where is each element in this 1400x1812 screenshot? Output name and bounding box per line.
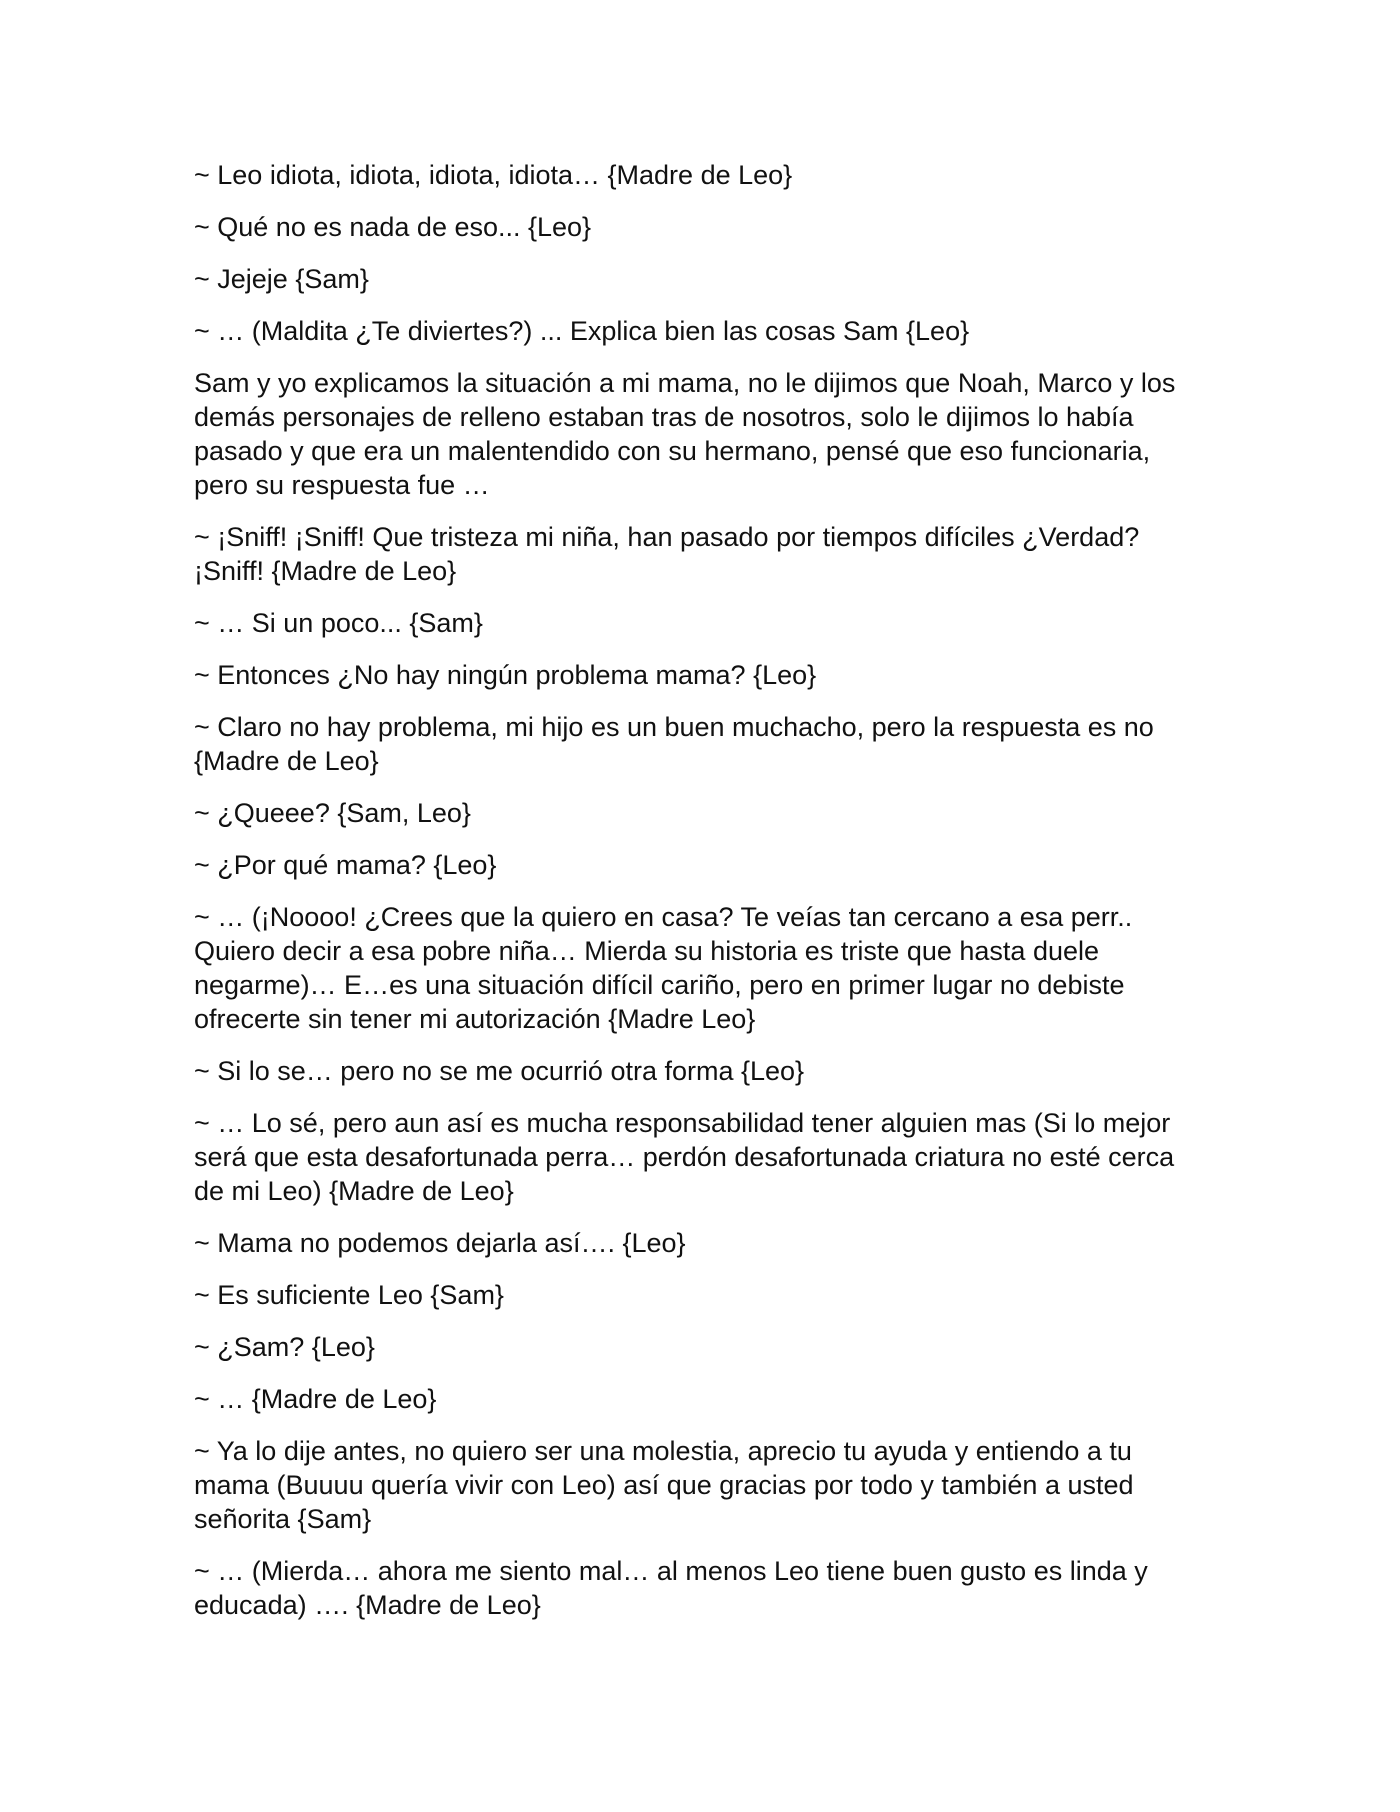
paragraph-7: ~ … Si un poco... {Sam} (194, 608, 483, 638)
paragraph-4: ~ … (Maldita ¿Te diviertes?) ... Explica bien las cosas Sam {Leo} (194, 316, 970, 346)
paragraph-6: ~ ¡Sniff! ¡Sniff! Que tristeza mi niña, han pasado por tiempos difíciles ¿Verdad? ¡Sniff! {Madre de Leo} (194, 522, 1140, 586)
paragraph-8: ~ Entonces ¿No hay ningún problema mama? {Leo} (194, 660, 817, 690)
paragraph-19: ~ Ya lo dije antes, no quiero ser una molestia, aprecio tu ayuda y entiendo a tu mama (Buuuu quería vivir con Leo) así que gracias por todo y también a usted señorita {Sam} (194, 1436, 1134, 1534)
paragraph-16: ~ Es suficiente Leo {Sam} (194, 1280, 504, 1310)
paragraph-14: ~ … Lo sé, pero aun así es mucha responsabilidad tener alguien mas (Si lo mejor será que esta desafortunada perra… perdón desafortunada criatura no esté cerca de mi Leo) {Madre de Leo} (194, 1108, 1175, 1206)
paragraph-17: ~ ¿Sam? {Leo} (194, 1332, 375, 1362)
paragraph-9: ~ Claro no hay problema, mi hijo es un buen muchacho, pero la respuesta es no {Madre de Leo} (194, 712, 1154, 776)
paragraph-13: ~ Si lo se… pero no se me ocurrió otra forma {Leo} (194, 1056, 805, 1086)
paragraph-1: ~ Leo idiota, idiota, idiota, idiota… {Madre de Leo} (194, 160, 793, 190)
document-body (194, 158, 1204, 1640)
paragraph-3: ~ Jejeje {Sam} (194, 264, 369, 294)
paragraph-12: ~ … (¡Noooo! ¿Crees que la quiero en casa? Te veías tan cercano a esa perr.. Quiero decir a esa pobre niña… Mierda su historia es triste que hasta duele negarme)… E…es una situación difícil cariño, pero en primer lugar no debiste ofrecerte sin tener mi autorización {Madre Leo} (194, 902, 1133, 1034)
paragraph-10: ~ ¿Queee? {Sam, Leo} (194, 798, 471, 828)
paragraph-2: ~ Qué no es nada de eso... {Leo} (194, 212, 592, 242)
paragraph-15: ~ Mama no podemos dejarla así…. {Leo} (194, 1228, 686, 1258)
paragraph-5: Sam y yo explicamos la situación a mi mama, no le dijimos que Noah, Marco y los demás personajes de relleno estaban tras de nosotros, solo le dijimos lo había pasado y que era un malentendido con su hermano, pensé que eso funcionaria, pero su respuesta fue … (194, 368, 1176, 500)
paragraph-20: ~ … (Mierda… ahora me siento mal… al menos Leo tiene buen gusto es linda y educada) …. {Madre de Leo} (194, 1556, 1148, 1620)
paragraph-11: ~ ¿Por qué mama? {Leo} (194, 850, 497, 880)
paragraph-18: ~ … {Madre de Leo} (194, 1384, 437, 1414)
